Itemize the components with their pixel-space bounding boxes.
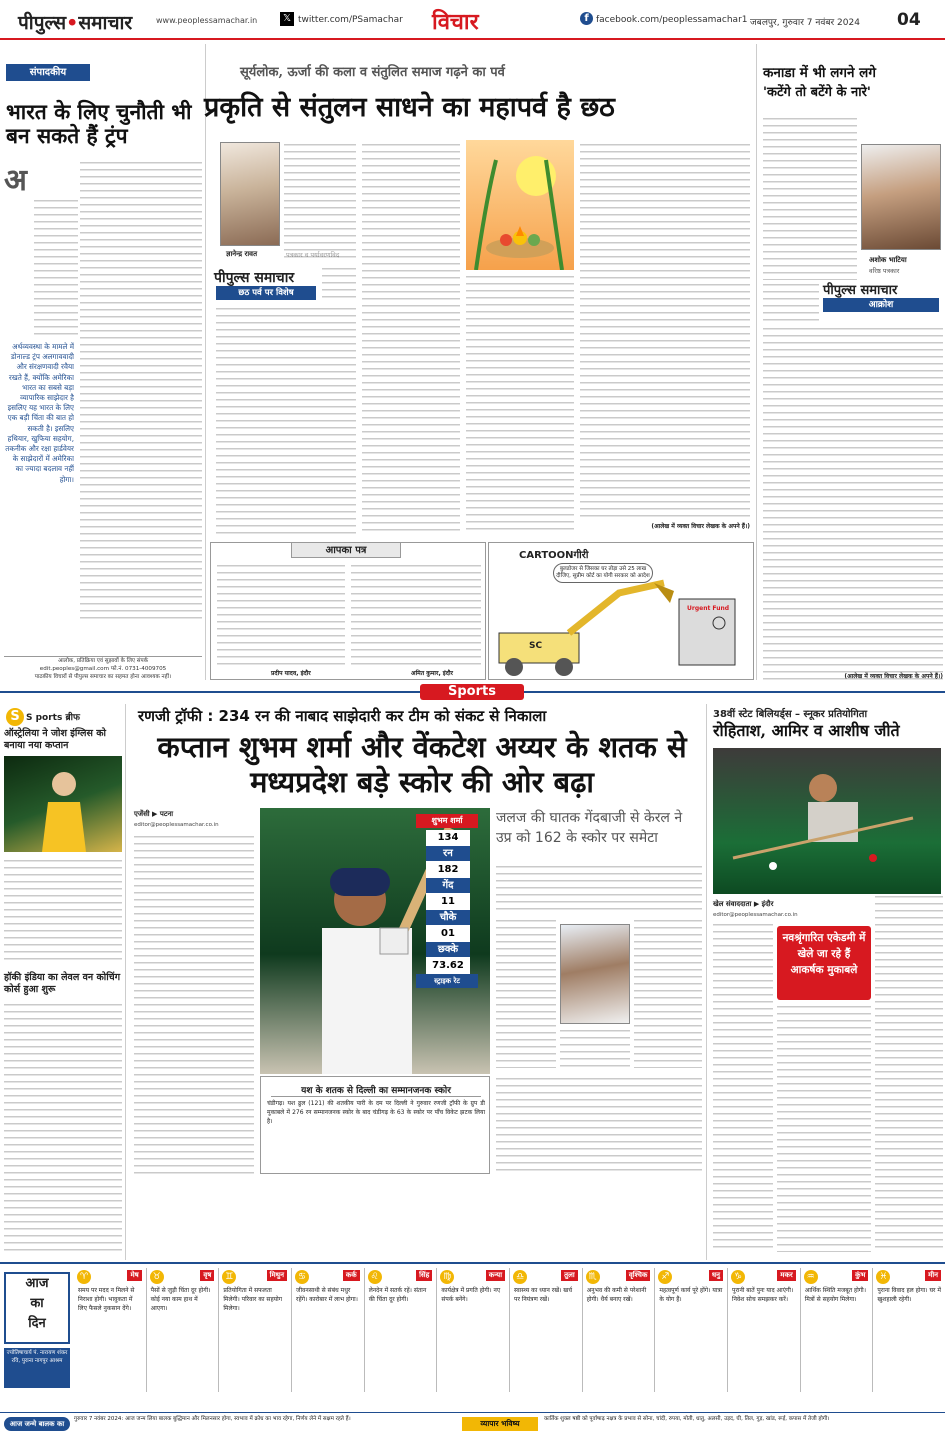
x-icon: 𝕏 [280, 12, 294, 26]
chhath-body-col2 [362, 142, 460, 534]
virgo-icon: ♍ [440, 1270, 454, 1284]
brief-1-photo-svg [4, 756, 122, 852]
canada-body-3 [763, 326, 943, 680]
chhath-body-col1a [284, 142, 356, 262]
rashi-mesh [74, 1268, 147, 1392]
canada-headline-2[interactable]: 'कटेंगे तो बटेंगे के नारे' [763, 85, 871, 100]
stat-fours-label: चौके [426, 910, 470, 926]
footer-line-1: आलोक, प्रतिक्रिया एवं सुझावों के लिए संपर्क [57, 658, 149, 664]
rashi-mithun [219, 1268, 292, 1392]
author-name: ज्ञानेन्द्र रावत [226, 250, 258, 258]
horoscope-title [4, 1272, 70, 1344]
player-stats [426, 830, 470, 974]
rashi-kanya [437, 1268, 510, 1392]
aquarius-icon: ♒ [804, 1270, 818, 1284]
rashi-name: कुंभ [852, 1270, 868, 1281]
academy-box: नवश्रृंगारित एकेडमी में खेले जा रहे हैं आकर्षक मुकाबले [777, 926, 871, 1000]
rashi-kumbh [801, 1268, 874, 1392]
facebook-icon: f [580, 12, 593, 25]
billiards-headline[interactable]: रोहिताश, आमिर व आशीष जीते [713, 721, 900, 740]
rashi-meen [873, 1268, 945, 1392]
stat-runs-label: रन [426, 846, 470, 862]
rashi-text: जीवनसाथी से संबंध मधुर रहेंगे। कारोबार में लाभ होगा। [296, 1287, 358, 1303]
letter-2-body [351, 563, 481, 667]
sports-brief-column [0, 704, 126, 1260]
side-body-5 [496, 1076, 702, 1174]
author-photo-gyanendra [220, 142, 280, 246]
author-photo-ashok [861, 144, 941, 250]
rashi-text: आर्थिक स्थिति मजबूत होगी। मित्रों से सहयोग मिलेगा। [804, 1287, 866, 1303]
scorpio-icon: ♏ [586, 1270, 600, 1284]
rashi-kark [292, 1268, 365, 1392]
brief-1-title[interactable]: ऑस्ट्रेलिया ने जोश इंग्लिस को बनाया नया कप्तान [4, 728, 106, 751]
title-line-2: का [30, 1296, 44, 1311]
rashi-dhanu [655, 1268, 728, 1392]
chhath-illustration [466, 140, 574, 270]
ranji-body-1 [134, 834, 254, 1174]
rashi-vrish [147, 1268, 220, 1392]
chhath-body-col4 [580, 142, 750, 520]
rashi-name: तुला [561, 1270, 578, 1281]
rashi-text: प्रतियोगिता में सफलता मिलेगी। परिवार का सहयोग मिलेगा। [223, 1287, 283, 1312]
editorial-body-top [34, 198, 78, 338]
rashi-name: कन्या [486, 1270, 505, 1281]
rashi-name: वृष [200, 1270, 214, 1281]
billiards-kicker: 38वीं स्टेट बिलियर्ड्स – स्नूकर प्रतियोगिता [713, 709, 868, 720]
side-headline[interactable]: जलज की घातक गेंदबाजी से केरल ने उप्र को 162 के स्कोर पर समेटा [496, 810, 683, 846]
sagittarius-icon: ♐ [658, 1270, 672, 1284]
stat-balls-value: 182 [426, 862, 470, 878]
billiards-body-3 [875, 894, 943, 1252]
billiards-email[interactable]: editor@peoplessamachar.co.in [713, 912, 798, 918]
caption-text: चंडीगढ़। यश ढुल (121) की शतकीय पारी के दम पर दिल्ली ने गुरुवार रणजी ट्रॉफी के ग्रुप डी मुकाबले में 276 रन सम्मानजनक स्कोर के बाद चंडीगढ़ के 63 के स्कोर पर पाँच विकेट झटक लिया है। [267, 1100, 485, 1125]
website-link[interactable]: www.peoplessamachar.in [156, 16, 258, 25]
chhath-body-col1c [322, 266, 356, 302]
billiards-body-1 [713, 922, 773, 1252]
letter-1-sign: प्रदीप यादव, इंदौर [271, 670, 311, 677]
cartoon-bubble: बुलडोजर से जिसका घर तोड़ा उसे 25 लाख दीजिए, सुप्रीम कोर्ट का योगी सरकार को आदेश [553, 563, 653, 583]
ranji-kicker: रणजी ट्रॉफी : 234 रन की नाबाद साझेदारी कर टीम को संकट से निकाला [138, 707, 547, 725]
rashi-name: वृश्चिक [626, 1270, 651, 1281]
ranji-article [130, 704, 704, 1260]
sports-banner: Sports [420, 684, 524, 700]
sports-banner-row [0, 684, 945, 700]
brief-1-photo [4, 756, 122, 852]
chhath-illustration-svg [466, 140, 574, 270]
canada-article [756, 44, 945, 680]
special-tag: छठ पर्व पर विशेष [216, 286, 316, 300]
birth-tag: आज जन्मे बालक का फल [4, 1417, 70, 1431]
stat-balls-label: गेंद [426, 878, 470, 894]
rashi-text: लेनदेन में सतर्क रहें। संतान की चिंता दूर होगी। [368, 1287, 427, 1303]
stat-runs-value: 134 [426, 830, 470, 846]
business-tag: व्यापार भविष्य [462, 1417, 538, 1431]
horoscope-strip [0, 1262, 945, 1412]
canada-footer: (आलेख में व्यक्त विचार लेखक के अपने हैं।) [844, 673, 943, 680]
billiards-photo [713, 748, 941, 894]
cartoon-box [488, 542, 754, 680]
rashi-text: स्वास्थ्य का ध्यान रखें। खर्च पर नियंत्रण रखें। [514, 1287, 573, 1303]
sports-brief-icon: S [6, 708, 24, 726]
twitter-link[interactable]: twitter.com/PSamachar [298, 15, 403, 25]
chhath-article [204, 44, 754, 540]
billiards-body-2 [777, 1004, 871, 1252]
stat-sr-value: 73.62 [426, 958, 470, 974]
editorial-body [80, 160, 202, 622]
rashi-name: मकर [777, 1270, 795, 1281]
canada-author-name: अशोक भाटिया [869, 256, 907, 264]
libra-icon: ♎ [513, 1270, 527, 1284]
rashi-name: मीन [925, 1270, 941, 1281]
drop-cap: अ [4, 163, 27, 198]
editorial-footer [4, 656, 202, 681]
brief-2-title[interactable]: हॉकी इंडिया का लेवल वन कोचिंग कोर्स हुआ शुरू [4, 972, 121, 995]
chhath-footer: (आलेख में व्यक्त विचार लेखक के अपने हैं।) [651, 523, 750, 530]
brief-1-body [4, 858, 122, 964]
canada-author-role: वरिष्ठ पत्रकार [869, 267, 900, 275]
canada-headline-1[interactable]: कनाडा में भी लगने लगे [763, 65, 876, 81]
billiards-article [706, 704, 945, 1260]
stat-fours-value: 11 [426, 894, 470, 910]
player-name-tag: शुभम शर्मा [416, 814, 478, 828]
author-role: पत्रकार व पर्यावरणविद [286, 251, 340, 259]
dateline: जबलपुर, गुरुवार 7 नवंबर 2024 [750, 18, 860, 28]
side-body-1 [496, 864, 702, 914]
aries-icon: ♈ [77, 1270, 91, 1284]
rashi-singh [365, 1268, 438, 1392]
cancer-icon: ♋ [295, 1270, 309, 1284]
facebook-link[interactable]: facebook.com/peoplessamachar1 [596, 15, 748, 25]
rashi-makar [728, 1268, 801, 1392]
chhath-logo: पीपुल्स समाचार [214, 270, 295, 286]
logo-left: पीपुल्स [18, 12, 67, 34]
rashi-name: मिथुन [267, 1270, 287, 1281]
taurus-icon: ♉ [150, 1270, 164, 1284]
title-line-3: दिन [28, 1316, 46, 1331]
letter-2-sign: अमित कुमार, इंदौर [411, 670, 453, 677]
birth-text: गुरुवार 7 नवंबर 2024: आज जन्म लिया बालक बुद्धिमान और मिलनसार होगा, स्वभाव में क्रोध का भाव रहेगा, निर्णय लेने में सक्षम रहते हैं। [74, 1416, 351, 1422]
chhath-body-col1b [216, 306, 356, 534]
canada-body-2 [763, 282, 819, 322]
rashi-name: मेष [127, 1270, 141, 1281]
letters-box [210, 542, 486, 680]
rashi-name: सिंह [416, 1270, 432, 1281]
fund-label: Urgent Fund [687, 605, 730, 612]
logo-right: समाचार [78, 12, 133, 34]
yash-caption-box [260, 1076, 490, 1174]
jalaj-photo [560, 924, 630, 1024]
rashi-vrishchik [583, 1268, 656, 1392]
ranji-email[interactable]: editor@peoplessamachar.co.in [134, 822, 219, 828]
canada-logo: पीपुल्स समाचार [823, 283, 898, 298]
canada-body-1 [763, 116, 857, 280]
side-body-4 [560, 1028, 630, 1068]
sports-brief-logo: S ports ब्रीफ [26, 713, 80, 723]
billiards-photo-svg [713, 748, 941, 894]
rashi-row [74, 1268, 945, 1392]
business-text: कार्तिक शुक्ल षष्ठी को पूर्वाषाढ़ नक्षत्र के प्रभाव से सोना, चांदी, रुपया, मोती, धातु, अलसी, उड़द, घी, तिल, गुड़, खांड, रूई, कपास में तेजी होगी। [544, 1416, 830, 1422]
editorial-section [0, 44, 206, 680]
rashi-text: कार्यक्षेत्र में प्रगति होगी। नए संपर्क बनेंगे। [441, 1287, 501, 1303]
section-title: विचार [432, 9, 479, 35]
masthead-logo[interactable]: पीपुल्स•समाचार [18, 12, 133, 34]
rashi-text: अनुभव की कमी से परेशानी होगी। धैर्य बनाए रखें। [586, 1287, 647, 1303]
rashi-text: पैसों से जुड़ी चिंता दूर होगी। कोई नया काम हाथ में आएगा। [150, 1287, 211, 1312]
letter-1-body [217, 563, 345, 667]
pull-quote: अर्थव्यवस्था के मामले में डोनाल्ड ट्रंप अलगाववादी और संरक्षणवादी रवैया रखते हैं, क्योंकि अमेरिका भारत का सबसे बड़ा व्यापारिक साझेदार है इसलिए यह भारत के लिए एक बड़ी चिंता की बात हो सकती है। इसलिए हथियार, खुफिया सहयोग, तकनीक और रक्षा हार्डवेयर के साझेदारों में अमेरिका का ज्यादा बदलाव नहीं होगा। [5, 342, 74, 484]
rashi-name: कर्क [343, 1270, 360, 1281]
rashi-text: पुराना विवाद हल होगा। घर में खुशहाली रहेगी। [877, 1287, 941, 1303]
canada-tag: आक्रोश [823, 298, 939, 312]
letters-title: आपका पत्र [291, 542, 401, 558]
astrologer-box: ज्योतिषाचार्य पं. नारायण शंकर रवि, पुराना नागपुर आश्रम [4, 1348, 70, 1388]
editorial-tag: संपादकीय [6, 64, 90, 81]
cartoon-title: CARTOONगीरी [519, 550, 589, 561]
ranji-agency: एजेंसी ▶ पटना [134, 810, 174, 818]
chhath-body-col3 [466, 274, 574, 534]
caption-title: यश के शतक से दिल्ली का सम्मानजनक स्कोर [271, 1083, 481, 1097]
gemini-icon: ♊ [222, 1270, 236, 1284]
stat-sixes-value: 01 [426, 926, 470, 942]
chhath-kicker: सूर्यलोक, ऊर्जा की कला व संतुलित समाज गढ़ने का पर्व [240, 65, 505, 80]
masthead [0, 0, 945, 40]
stat-sixes-label: छक्के [426, 942, 470, 958]
editorial-headline[interactable]: भारत के लिए चुनौती भी बन सकते हैं ट्रंप [6, 99, 192, 149]
brief-2-body [4, 1002, 122, 1256]
side-body-2 [496, 918, 556, 1068]
rashi-text: महत्वपूर्ण कार्य पूरे होंगे। यात्रा के योग हैं। [659, 1287, 723, 1303]
footer-disclaimer: पाठकीय विचारों से पीपुल्स समाचार का सहमत होना आवश्यक नहीं। [34, 674, 172, 680]
rashi-name: धनु [709, 1270, 723, 1281]
billiards-byline: खेल संवाददाता ▶ इंदौर [713, 900, 774, 908]
side-body-3 [634, 918, 702, 1068]
footer-email[interactable]: edit.peoples@gmail.com फो.नं. 0731-4009705 [39, 666, 167, 672]
sc-label: SC [529, 641, 543, 651]
stat-sr-label: स्ट्राइक रेट [416, 974, 478, 988]
title-line-1: आज [25, 1276, 49, 1291]
bottom-bar [0, 1412, 945, 1445]
chhath-headline[interactable]: प्रकृति से संतुलन साधने का महापर्व है छठ [204, 92, 615, 123]
leo-icon: ♌ [368, 1270, 382, 1284]
rashi-tula [510, 1268, 583, 1392]
capricorn-icon: ♑ [731, 1270, 745, 1284]
pisces-icon: ♓ [876, 1270, 890, 1284]
rashi-text: पुरानी बातें पुनः याद आएंगी। निवेश सोच समझकर करें। [732, 1287, 794, 1303]
rashi-text: समय पर मदद न मिलने से निराशा होगी। भावुकता में लिए फैसले नुकसान देंगे। [78, 1287, 135, 1312]
page-number: 04 [897, 10, 921, 30]
ranji-headline[interactable]: कप्तान शुभम शर्मा और वेंकटेश अय्यर के शतक से मध्यप्रदेश बड़े स्कोर की ओर बढ़ा [157, 730, 687, 799]
